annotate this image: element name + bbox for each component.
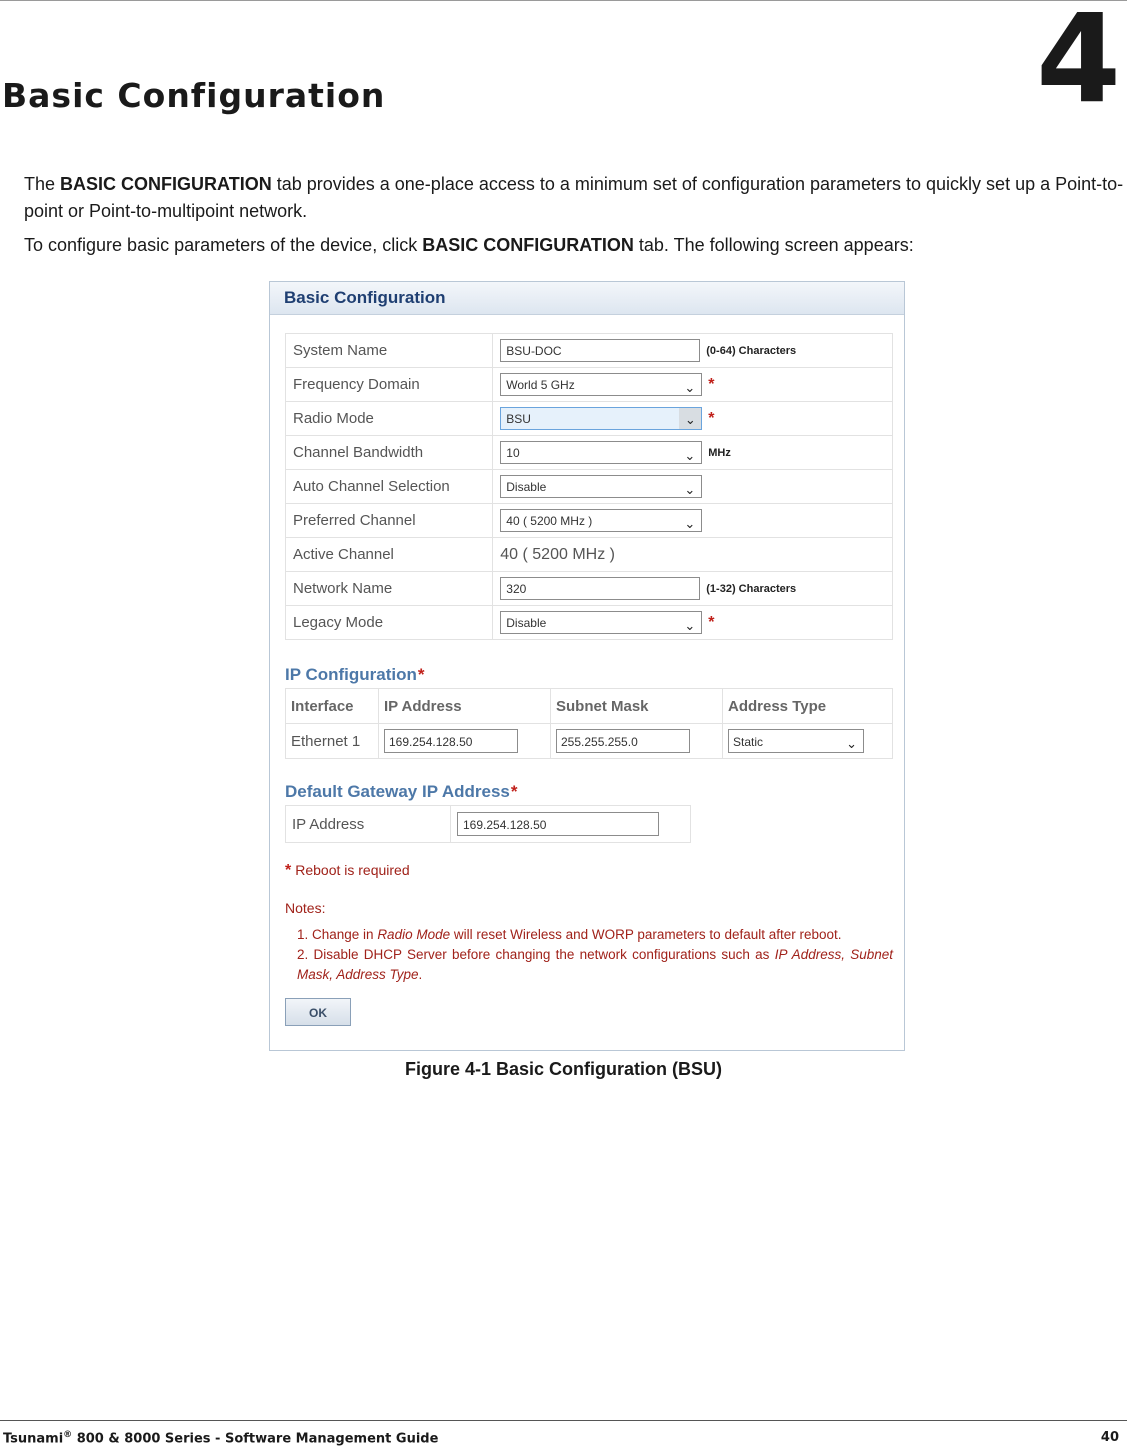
legacy-mode-select[interactable] <box>500 611 702 634</box>
note-1-a: 1. Change in <box>297 927 378 942</box>
auto-channel-label: Auto Channel Selection <box>286 470 493 504</box>
note-1-italic: Radio Mode <box>377 927 451 942</box>
row-legacy-mode <box>286 606 893 640</box>
row-radio-mode <box>286 402 893 436</box>
footer-rule <box>0 1420 1127 1421</box>
top-rule <box>0 0 1127 1</box>
footer-title <box>3 1430 438 1446</box>
figure-caption: Figure 4-1 Basic Configuration (BSU) <box>404 1059 723 1079</box>
chapter-title: Basic Configuration <box>2 76 386 115</box>
auto-channel-value: Disable <box>506 480 547 494</box>
system-name-input[interactable]: BSU-DOC <box>500 339 700 362</box>
required-star: * <box>708 409 715 427</box>
row-system-name <box>286 334 893 368</box>
legacy-mode-label: Legacy Mode <box>286 606 493 640</box>
required-star: * <box>708 613 715 631</box>
auto-channel-select[interactable] <box>500 475 702 498</box>
basic-configuration-screen <box>269 281 905 1051</box>
table-row <box>286 806 691 843</box>
network-name-label: Network Name <box>286 572 493 606</box>
ip-configuration-title-text: IP Configuration <box>285 665 417 684</box>
channel-bandwidth-unit: MHz <box>708 446 731 459</box>
radio-mode-value: BSU <box>506 412 531 426</box>
ip-address-cell <box>379 724 551 759</box>
row-auto-channel <box>286 470 893 504</box>
row-frequency-domain <box>286 368 893 402</box>
chevron-down-icon: ⌄ <box>684 482 696 497</box>
channel-bandwidth-value: 10 <box>506 446 520 460</box>
intro-p1-after: tab provides a one-place access to a minimum set of configuration parameters to quickly set up a Point-to-point or Point-to-multipoint network. <box>24 174 1124 221</box>
radio-mode-cell <box>493 402 893 436</box>
intro-p1-before: The <box>24 174 61 194</box>
chapter-number: 4 <box>1036 0 1121 130</box>
reboot-notice <box>285 862 410 880</box>
address-type-value: Static <box>733 735 764 749</box>
gateway-ip-input[interactable]: 169.254.128.50 <box>457 812 659 836</box>
system-name-cell <box>493 334 893 368</box>
page-number: 40 <box>1100 1430 1119 1445</box>
system-name-label: System Name <box>286 334 493 368</box>
required-star: * <box>285 862 292 880</box>
ok-button[interactable]: OK <box>285 998 351 1026</box>
channel-bandwidth-select[interactable] <box>500 441 702 464</box>
legacy-mode-value: Disable <box>506 616 547 630</box>
address-type-cell <box>723 724 893 759</box>
row-preferred-channel <box>286 504 893 538</box>
intro-p1-bold: BASIC CONFIGURATION <box>60 174 272 194</box>
radio-mode-label: Radio Mode <box>286 402 493 436</box>
ip-configuration-title <box>285 665 425 685</box>
network-name-cell <box>493 572 893 606</box>
row-network-name <box>286 572 893 606</box>
ip-address-input[interactable]: 169.254.128.50 <box>384 729 518 753</box>
header-interface: Interface <box>286 689 379 724</box>
frequency-domain-cell <box>493 368 893 402</box>
frequency-domain-value: World 5 GHz <box>506 378 575 392</box>
gateway-ip-label: IP Address <box>286 806 451 843</box>
basic-config-table <box>285 333 893 640</box>
row-active-channel <box>286 538 893 572</box>
preferred-channel-cell <box>493 504 893 538</box>
preferred-channel-label: Preferred Channel <box>286 504 493 538</box>
intro-p2-before: To configure basic parameters of the device, click <box>24 235 423 255</box>
ip-table-header <box>286 689 893 724</box>
auto-channel-cell <box>493 470 893 504</box>
active-channel-value: 40 ( 5200 MHz ) <box>500 545 615 563</box>
system-name-hint: (0-64) Characters <box>706 344 797 357</box>
channel-bandwidth-label: Channel Bandwidth <box>286 436 493 470</box>
note-1-b: will reset Wireless and WORP parameters to default after reboot. <box>450 927 842 942</box>
default-gateway-table <box>285 805 691 843</box>
header-subnet-mask: Subnet Mask <box>551 689 723 724</box>
frequency-domain-select[interactable] <box>500 373 702 396</box>
active-channel-label: Active Channel <box>286 538 493 572</box>
radio-mode-select[interactable] <box>500 407 702 430</box>
intro-p2-after: tab. The following screen appears: <box>633 235 914 255</box>
channel-bandwidth-cell <box>493 436 893 470</box>
chevron-down-icon: ⌄ <box>679 408 701 429</box>
network-name-input[interactable]: 320 <box>500 577 700 600</box>
legacy-mode-cell <box>493 606 893 640</box>
preferred-channel-select[interactable] <box>500 509 702 532</box>
notes-list <box>297 925 893 985</box>
chevron-down-icon: ⌄ <box>684 516 696 531</box>
note-2 <box>297 945 893 985</box>
subnet-mask-cell <box>551 724 723 759</box>
row-channel-bandwidth <box>286 436 893 470</box>
gateway-ip-cell <box>451 806 691 843</box>
footer-product: Tsunami <box>3 1431 64 1447</box>
active-channel-cell <box>493 538 893 572</box>
subnet-mask-input[interactable]: 255.255.255.0 <box>556 729 690 753</box>
network-name-hint: (1-32) Characters <box>706 582 797 595</box>
header-ip-address: IP Address <box>379 689 551 724</box>
address-type-select[interactable] <box>728 729 864 753</box>
intro-p2-bold: BASIC CONFIGURATION <box>422 235 634 255</box>
ip-configuration-table <box>285 688 893 759</box>
screen-header: Basic Configuration <box>270 282 904 315</box>
required-star: * <box>417 665 425 684</box>
footer-rest: 800 & 8000 Series - Software Management Guide <box>72 1431 439 1447</box>
note-2-b: . <box>418 967 423 982</box>
frequency-domain-label: Frequency Domain <box>286 368 493 402</box>
header-address-type: Address Type <box>723 689 893 724</box>
default-gateway-title-text: Default Gateway IP Address <box>285 782 510 801</box>
intro-paragraph-1 <box>24 171 1124 225</box>
required-star: * <box>510 782 518 801</box>
note-2-italic: IP Address, Subnet Mask, Address Type <box>297 947 893 982</box>
table-row <box>286 724 893 759</box>
chevron-down-icon: ⌄ <box>684 380 696 395</box>
required-star: * <box>708 375 715 393</box>
default-gateway-title <box>285 782 518 802</box>
chevron-down-icon: ⌄ <box>684 618 696 633</box>
interface-name: Ethernet 1 <box>286 724 379 759</box>
notes-label: Notes: <box>285 900 326 916</box>
reboot-text: Reboot is required <box>295 862 410 878</box>
preferred-channel-value: 40 ( 5200 MHz ) <box>506 514 593 528</box>
chevron-down-icon: ⌄ <box>846 736 857 751</box>
registered-mark: ® <box>63 1430 73 1440</box>
chevron-down-icon: ⌄ <box>684 448 696 463</box>
note-2-a: 2. Disable DHCP Server before changing the network configurations such as <box>297 947 775 962</box>
note-1 <box>297 925 893 945</box>
intro-paragraph-2 <box>24 232 1124 259</box>
